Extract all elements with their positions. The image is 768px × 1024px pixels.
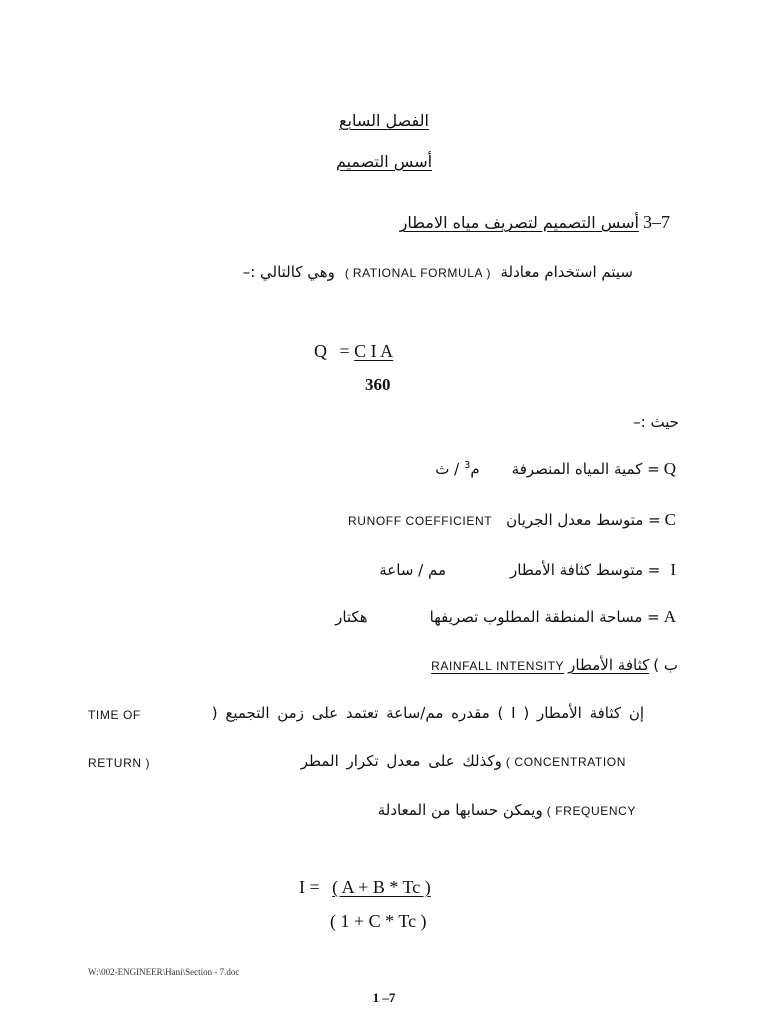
definition-a: [335, 607, 676, 627]
def-unit: هكتار: [335, 608, 368, 626]
page-number: 1 –7: [372, 990, 396, 1005]
definition-q: [435, 459, 676, 479]
subsection-marker: ب ): [653, 656, 678, 674]
para-line2-en-right: CONCENTRATION ): [505, 755, 626, 769]
para-line1-ar: إن كثافة الأمطار ( I ) مقدره مم/ساعة تعتمد على زمن التجميع (: [211, 704, 644, 722]
equation-rational: [314, 341, 393, 362]
chapter-title: الفصل السابع: [339, 111, 429, 130]
def-meaning: = كمية المياه المنصرفة: [511, 460, 660, 478]
subsection-heading: [431, 656, 678, 675]
para-line1-en: TIME OF: [88, 708, 141, 722]
eq1-equals: =: [339, 341, 350, 361]
eq1-numerator: C I A: [354, 341, 394, 361]
intro-line: [243, 263, 633, 282]
para-line3-en: FREQUENCY ): [546, 804, 636, 818]
equation-intensity: [299, 877, 431, 898]
def-symbol: Q: [663, 459, 676, 478]
section-heading: [400, 212, 670, 233]
para-line3-ar: ويمكن حسابها من المعادلة: [377, 801, 543, 819]
def-meaning: = متوسط معدل الجريان: [506, 511, 661, 529]
section-number: 7–3: [643, 212, 670, 232]
formula-name: ( RATIONAL FORMULA ): [344, 266, 491, 280]
intro-text: سيتم استخدام معادلة: [500, 263, 633, 281]
def-unit: م$^3$ / ث: [435, 460, 480, 478]
def-symbol: I: [670, 560, 676, 579]
section-title: أسس التصميم لتصريف مياه الامطار: [399, 213, 639, 232]
para-line2-en-left: RETURN ): [88, 756, 151, 770]
subsection-title-en: RAINFALL INTENSITY: [431, 659, 565, 673]
para-line2: [301, 752, 626, 771]
def-symbol: C: [664, 510, 676, 529]
para-line3: [378, 801, 636, 820]
definition-i: [379, 560, 676, 580]
intro-text-2: وهي كالتالي :–: [242, 263, 335, 281]
def-unit-en: RUNOFF COEFFICIENT: [348, 514, 493, 528]
def-symbol: A: [663, 607, 676, 626]
para-line2-ar: وكذلك على معدل تكرار المطر: [300, 752, 502, 770]
eq1-denominator: 360: [365, 375, 391, 394]
eq2-lhs: I =: [299, 877, 320, 897]
def-meaning: = مساحة المنطقة المطلوب تصريفها: [429, 608, 660, 626]
eq1-lhs: Q: [314, 341, 327, 361]
def-meaning: = متوسط كثافة الأمطار: [510, 561, 661, 579]
definition-c: [348, 510, 676, 530]
where-label: حيث :–: [633, 413, 679, 431]
footer-file-path: W:\002-ENGINEER\Hani\Section - 7.doc: [88, 967, 240, 977]
eq2-denominator: ( 1 + C * Tc ): [330, 911, 427, 931]
eq2-numerator: ( A + B * Tc ): [332, 877, 431, 897]
subsection-title-ar: كثافة الأمطار: [568, 656, 650, 674]
subject-title: أسس التصميم: [335, 152, 433, 171]
def-unit: مم / ساعة: [379, 561, 446, 579]
